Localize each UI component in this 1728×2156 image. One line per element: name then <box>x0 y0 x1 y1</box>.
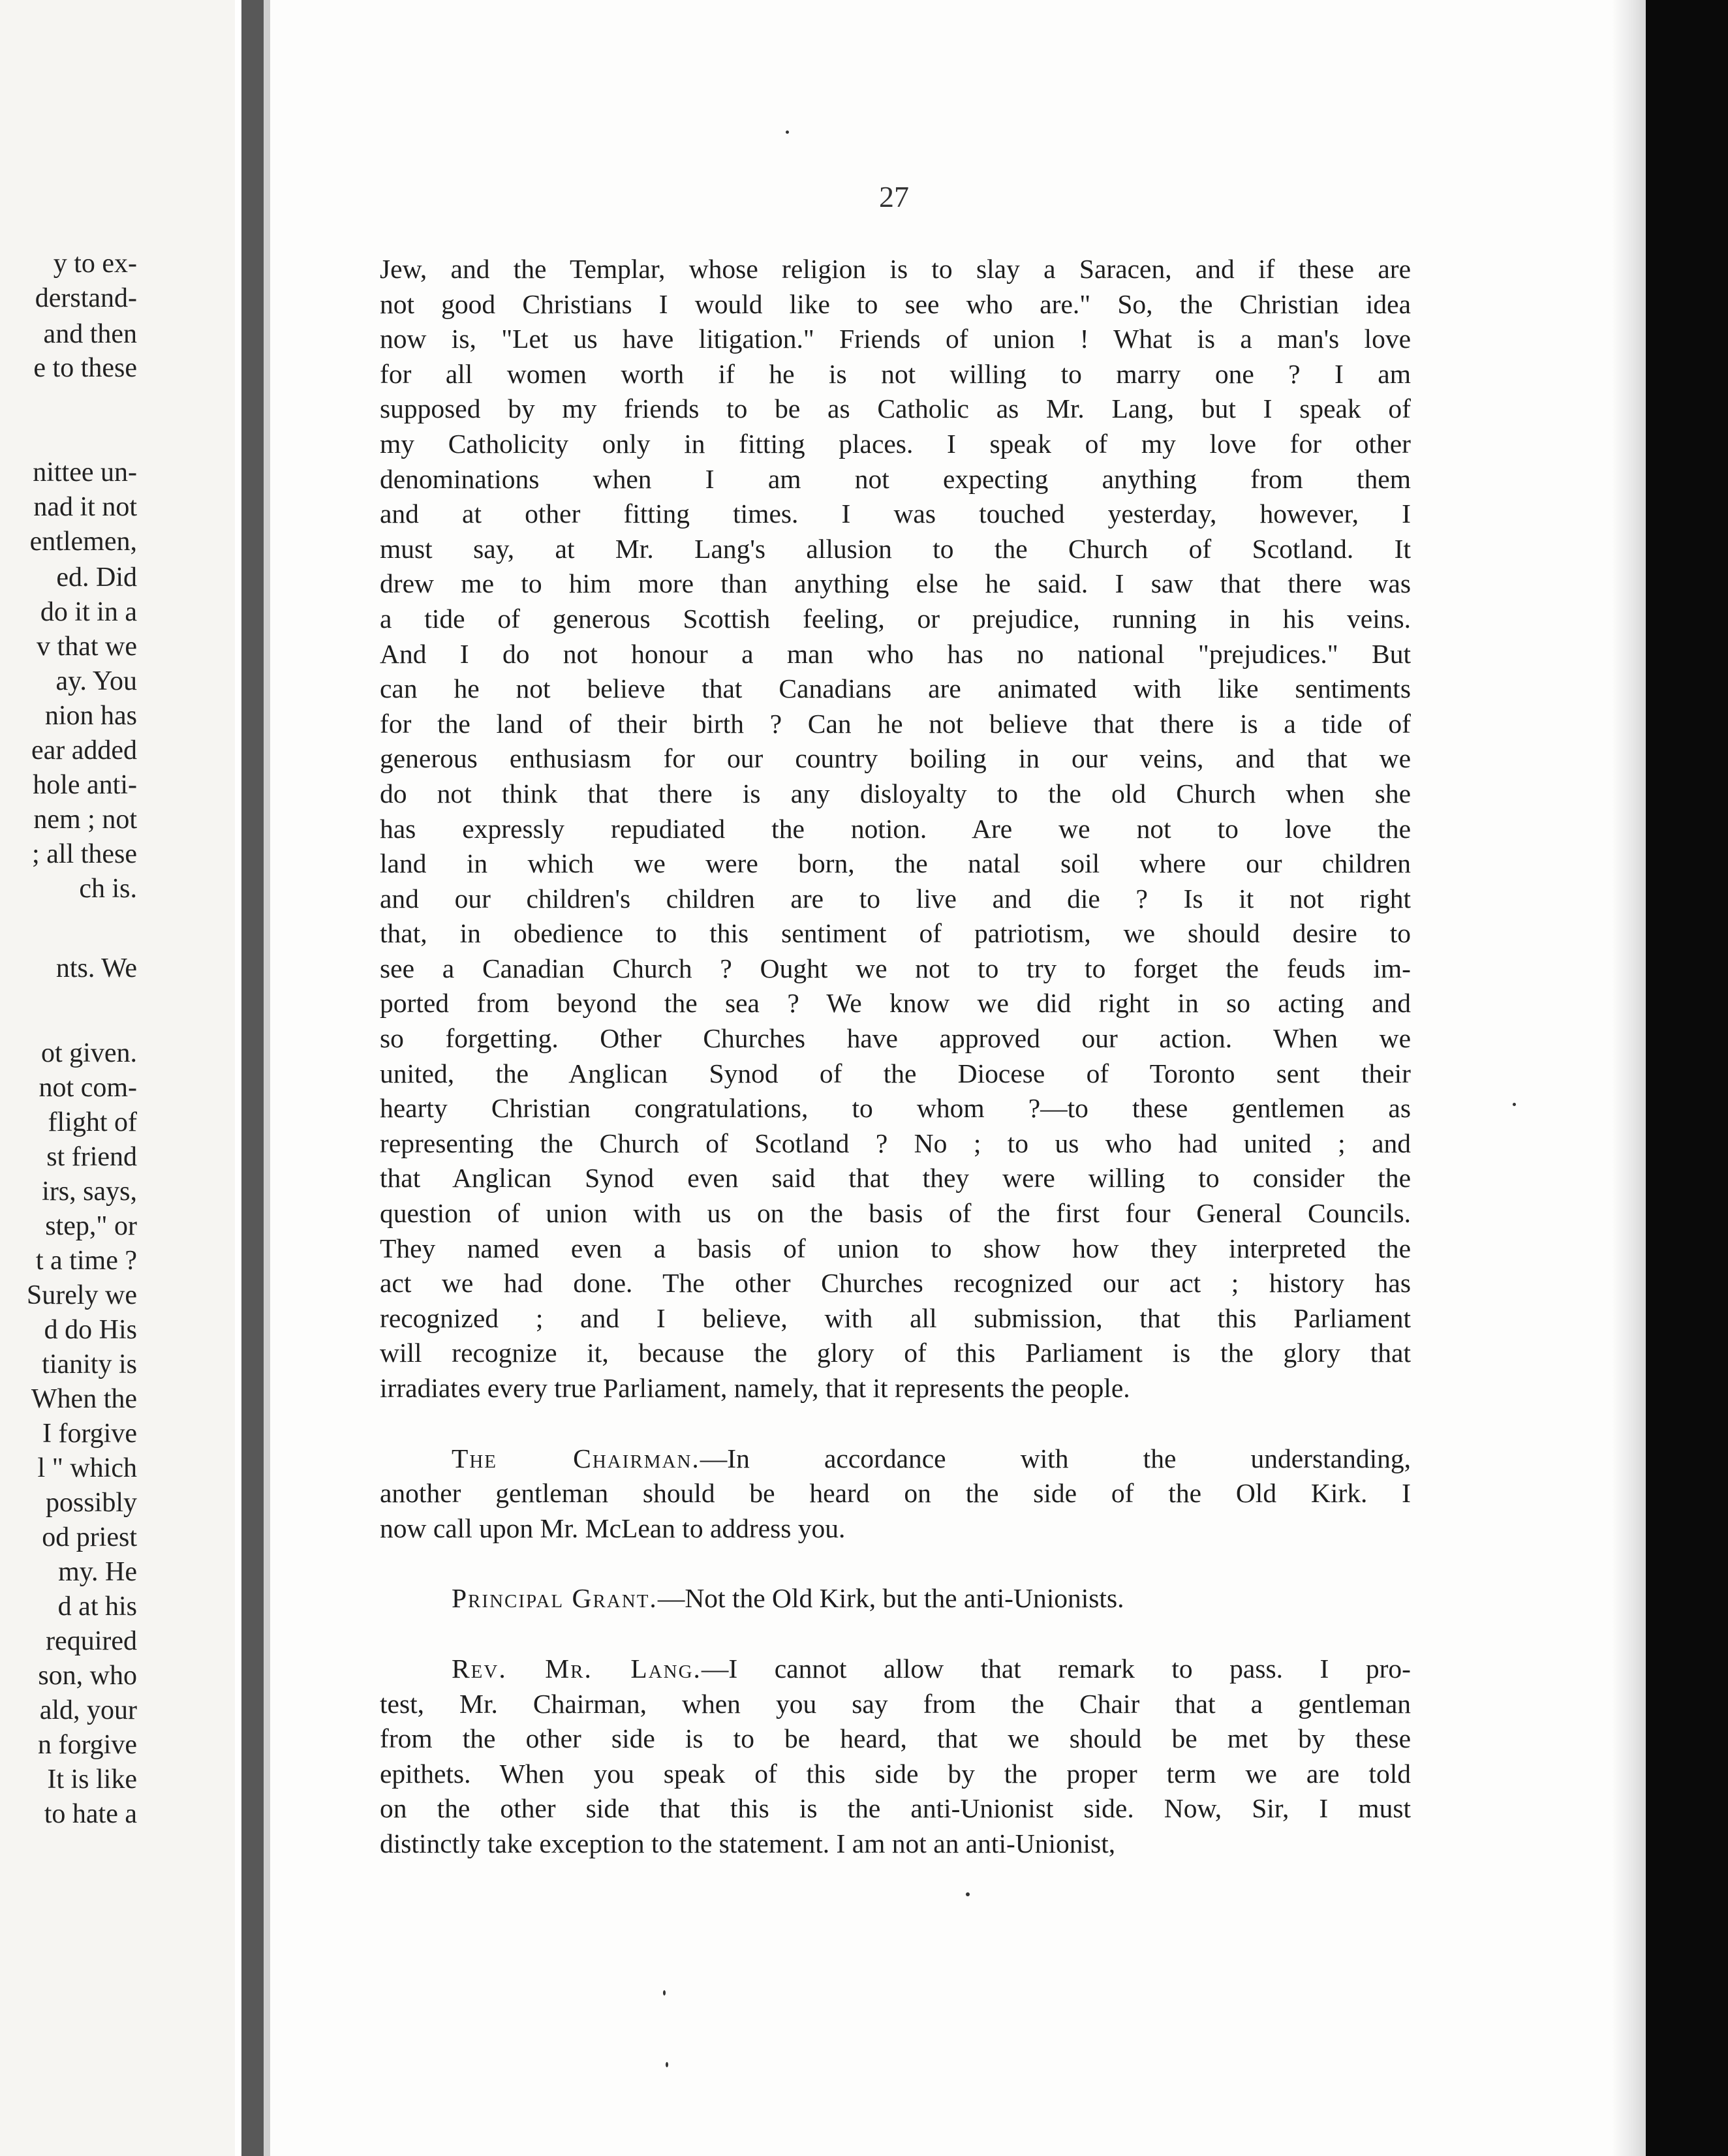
text-line: act we had done. The other Churches recognized our act ; history has <box>380 1268 1411 1299</box>
page-number: 27 <box>879 180 909 213</box>
text-line: my Catholicity only in fitting places. I speak of my love for other <box>380 428 1411 459</box>
left-page-line: nion has <box>44 701 137 731</box>
book-gutter <box>241 0 264 2156</box>
text-line: so forgetting. Other Churches have approved our action. When we <box>380 1023 1411 1054</box>
text-line: They named even a basis of union to show how they interpreted the <box>380 1233 1411 1263</box>
left-page-line: n forgive <box>37 1730 137 1760</box>
left-page-line: hole anti- <box>33 770 137 800</box>
left-page-line: It is like <box>47 1764 137 1794</box>
left-page-line: t a time ? <box>35 1246 137 1276</box>
left-page-line: v that we <box>37 632 137 662</box>
paragraph-gap <box>380 1546 1411 1581</box>
text-line: supposed by my friends to be as Catholic as Mr. Lang, but I speak of <box>380 393 1411 424</box>
text-line: can he not believe that Canadians are animated with like sentiments <box>380 673 1411 704</box>
left-page-line: to hate a <box>44 1799 137 1829</box>
text-line: generous enthusiasm for our country boiling in our veins, and that we <box>380 743 1411 774</box>
speech-text: —I cannot allow that remark to pass. I pro- <box>701 1653 1411 1684</box>
left-page-line: d at his <box>57 1592 137 1622</box>
left-page-line: When the <box>31 1384 137 1414</box>
text-line: denominations when I am not expecting anything from them <box>380 463 1411 494</box>
paragraph-rev-lang <box>380 1652 1411 1862</box>
left-page-line: do it in a <box>40 597 137 627</box>
left-page-line: ald, your <box>39 1695 137 1725</box>
left-page-line: ch is. <box>79 874 137 904</box>
speaker-name: Rev. Mr. Lang. <box>452 1653 702 1684</box>
text-line: on the other side that this is the anti-Unionist side. Now, Sir, I must <box>380 1793 1411 1824</box>
text-line: not good Christians I would like to see who are." So, the Christian idea <box>380 288 1411 319</box>
left-page-line: my. He <box>58 1557 137 1587</box>
text-line: land in which we were born, the natal soil where our children <box>380 848 1411 879</box>
paragraph-gap <box>380 1406 1411 1441</box>
left-page-line: nem ; not <box>33 805 137 835</box>
left-page-line: ear added <box>31 735 137 765</box>
text-line: test, Mr. Chairman, when you say from the Chair that a gentleman <box>380 1688 1411 1719</box>
left-page-line: nad it not <box>33 492 137 522</box>
left-page-line: step," or <box>45 1211 137 1241</box>
left-page-line: nittee un- <box>33 457 137 487</box>
text-line: epithets. When you speak of this side by the proper term we are told <box>380 1758 1411 1789</box>
scan-speck <box>786 131 789 134</box>
page-edge-shadow <box>1612 0 1646 2156</box>
left-page-line: flight of <box>48 1107 137 1137</box>
speech-text: —In accordance with the understanding, <box>700 1443 1412 1473</box>
text-line: now call upon Mr. McLean to address you. <box>380 1513 846 1543</box>
text-line: that, in obedience to this sentiment of patriotism, we should desire to <box>380 918 1411 949</box>
text-line: now is, "Let us have litigation." Friends of union ! What is a man's love <box>380 324 1411 354</box>
text-line: do not think that there is any disloyalty to the old Church when she <box>380 778 1411 808</box>
paragraph-gap <box>380 1616 1411 1652</box>
speech-text: —Not the Old Kirk, but the anti-Unionists. <box>657 1583 1124 1614</box>
scan-speck <box>966 1892 970 1896</box>
text-line: from the other side is to be heard, that we should be met by these <box>380 1723 1411 1754</box>
scan-speck <box>663 1990 666 1995</box>
text-line: recognized ; and I believe, with all submission, that this Parliament <box>380 1302 1411 1333</box>
text-line: united, the Anglican Synod of the Diocese of Toronto sent their <box>380 1058 1411 1088</box>
scan-speck <box>666 2062 668 2067</box>
left-page-line: son, who <box>38 1661 137 1691</box>
text-line <box>380 1652 1411 1687</box>
text-line: must say, at Mr. Lang's allusion to the Church of Scotland. It <box>380 533 1411 564</box>
text-line: another gentleman should be heard on the side of the Old Kirk. I <box>380 1478 1411 1509</box>
left-page-line: od priest <box>42 1522 137 1552</box>
text-line: and at other fitting times. I was touched yesterday, however, I <box>380 499 1411 529</box>
text-line: has expressly repudiated the notion. Are we not to love the <box>380 813 1411 844</box>
text-line: will recognize it, because the glory of this Parliament is the glory that <box>380 1338 1411 1368</box>
paragraph-principal-grant <box>380 1581 1411 1616</box>
left-page-line: required <box>46 1626 137 1656</box>
left-page-line: l " which <box>37 1453 137 1483</box>
left-page-line: irs, says, <box>42 1177 137 1207</box>
speaker-name: The Chairman. <box>452 1443 700 1473</box>
left-page-line: and then <box>43 319 137 349</box>
left-page-line: ed. Did <box>56 562 137 593</box>
text-line: Jew, and the Templar, whose religion is to slay a Saracen, and if these are <box>380 254 1411 284</box>
left-page-line: ot given. <box>41 1038 137 1068</box>
scan-border <box>1646 0 1728 2156</box>
left-page-line: derstand- <box>35 283 137 313</box>
left-page-line: nts. We <box>55 953 137 983</box>
left-page-line: Surely we <box>26 1280 137 1310</box>
text-line: ported from beyond the sea ? We know we did right in so acting and <box>380 988 1411 1019</box>
left-page-line: e to these <box>33 353 137 383</box>
text-line: for the land of their birth ? Can he not believe that there is a tide of <box>380 708 1411 739</box>
left-page-line: ; all these <box>32 839 137 869</box>
page-body-text <box>380 252 1411 1862</box>
left-page-line: ay. You <box>55 666 137 696</box>
speaker-name: Principal Grant. <box>452 1583 658 1614</box>
left-page-line: possibly <box>45 1488 137 1518</box>
left-facing-page <box>0 0 235 2156</box>
text-line: and our children's children are to live and die ? Is it not right <box>380 883 1411 914</box>
text-line: that Anglican Synod even said that they were willing to consider the <box>380 1163 1411 1194</box>
paragraph-chairman <box>380 1441 1411 1547</box>
left-page-line: I forgive <box>42 1419 137 1449</box>
left-page-line: d do His <box>44 1315 137 1345</box>
left-page-line: st friend <box>46 1142 137 1172</box>
paragraph-speech-continuation <box>380 252 1411 1406</box>
text-line: see a Canadian Church ? Ought we not to try to forget the feuds im- <box>380 953 1411 983</box>
left-page-line: tianity is <box>42 1349 137 1379</box>
text-line: representing the Church of Scotland ? No ; to us who had united ; and <box>380 1128 1411 1158</box>
text-line: a tide of generous Scottish feeling, or prejudice, running in his veins. <box>380 603 1411 634</box>
text-line: distinctly take exception to the statement. I am not an anti-Unionist, <box>380 1828 1116 1858</box>
left-page-line: not com- <box>39 1073 137 1103</box>
text-line <box>380 1441 1411 1477</box>
left-page-line: entlemen, <box>29 527 137 557</box>
text-line <box>380 1581 1411 1616</box>
scan-speck <box>1513 1103 1516 1106</box>
text-line: hearty Christian congratulations, to whom ?—to these gentlemen as <box>380 1093 1411 1124</box>
text-line: And I do not honour a man who has no national "prejudices." But <box>380 638 1411 669</box>
text-line: question of union with us on the basis of the first four General Councils. <box>380 1198 1411 1229</box>
gutter-edge <box>264 0 270 2156</box>
left-page-line: y to ex- <box>53 249 137 279</box>
text-line: drew me to him more than anything else he said. I saw that there was <box>380 568 1411 599</box>
text-line: for all women worth if he is not willing to marry one ? I am <box>380 358 1411 389</box>
text-line: irradiates every true Parliament, namely, that it represents the people. <box>380 1373 1130 1403</box>
